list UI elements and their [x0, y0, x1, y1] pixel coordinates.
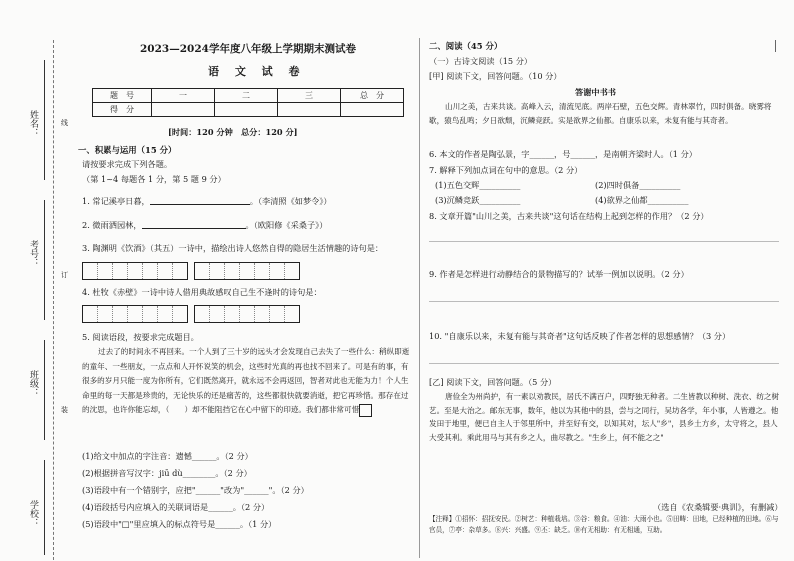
score-cell[interactable]: [278, 103, 341, 117]
question-6: 6. 本文的作者是陶弘景，字______，号______，是南朝齐梁时人。（1 分）: [429, 149, 697, 159]
punctuation-box[interactable]: [359, 404, 372, 417]
question-3: 3. 陶渊明《饮酒》（其五）一诗中，描绘出诗人悠然自得的隐居生活情趣的诗句是：: [82, 243, 384, 253]
score-cell[interactable]: [215, 103, 278, 117]
yi-passage: 唐俭全为州尚护，有一素以劝教民，居氏不满百户，四野独无种者。二生皆教以种树、洗衣、纺之树艺。至是大治之。邮东无事，数年，他以为其他中的县，尝与之同行，吴坊各学，年小事，人皆遵之。他发田于地里，便已自主人于邻里所中，并至好有交，以知其对，坛人"乡"，县乡土方乡，太守将之，县人大受其利。乘此用马与其有乡之人，曲尽教之。"生乡上，何不能之之": [429, 392, 780, 442]
name-label: 姓名：: [28, 110, 38, 137]
time-note: [时间：120 分钟 总分：120 分]: [168, 127, 298, 137]
school-label: 学校：: [28, 500, 38, 527]
right-column: [425, 0, 785, 561]
question-10: 10. "自康乐以来，未复有能与其奇者"这句话反映了作者怎样的思想感情？（3 分）: [429, 331, 731, 341]
q3-answer-grid-2[interactable]: [194, 262, 300, 280]
score-header-cell: 三: [278, 89, 341, 103]
yi-source: （选自《农桑辑要·典训》，有删减）: [653, 502, 783, 512]
column-divider: [419, 38, 420, 558]
section-1-heading: 一、积累与运用（15 分）: [78, 145, 177, 155]
q4-answer-grid-1[interactable]: [82, 305, 188, 323]
score-table: [92, 88, 404, 117]
q2-answer-blank[interactable]: [142, 220, 246, 229]
score-cell[interactable]: [341, 103, 404, 117]
question-7-2: (2)四时俱备__________: [595, 180, 681, 190]
score-header-cell: 题 号: [93, 89, 152, 103]
yi-instruction: [乙] 阅读下文，回答问题。（5 分）: [429, 377, 557, 387]
annotations: 【注释】①招怀：招抚安民。②树艺：种植栽培。③谷：粮食。④油：大雨小也。⑤田畴：田地，已经种植的田地。⑥与官员，⑦亭：杂草多。⑧兴：兴盛。⑨丕：缺乏。⑩有无相助：有无相通，互助。: [429, 515, 779, 534]
reading-passage: [82, 345, 416, 445]
binding-mark-zhuang: 装: [61, 406, 68, 414]
school-field-line: [44, 460, 46, 555]
sub-question-5: (5)语段中"□"里应填入的标点符号是______。（1 分）: [82, 519, 277, 529]
q3-answer-grid-1[interactable]: [82, 262, 188, 280]
exam-no-label: 考号：: [28, 240, 38, 267]
question-4: 4. 杜牧《赤壁》一诗中诗人借用典故感叹自己生不逢时的诗句是：: [82, 287, 322, 297]
q1-suffix: 。（李清照《如梦令》）: [249, 195, 332, 206]
binding-mark-ding: 订: [61, 271, 68, 279]
score-note: （第 1~4 每题各 1 分，第 5 题 9 分）: [82, 174, 226, 184]
sub-question-3: (3)语段中有一个错别字，应把"______"改为"______"。（2 分）: [82, 485, 309, 495]
q10-answer-line[interactable]: [429, 362, 779, 364]
sub-question-1: (1)给文中加点的字注音：遗憾______。（2 分）: [82, 451, 253, 461]
passage-text: 过去了的时间永不再回来。一个人到了三十岁的远头才会发现自己去失了一些什么：稍纵即逝的童年、一些朋友，一点点和人开怀说笑的机会，这些时光真的再也找不回来了。可是有的事，有很多的岁月只能一度为你所有，它们既然离开，就永远不会再返回，智者对此也无能为力！个人生命里的每一天都是珍贵的，无论快乐的还是痛苦的，这些都很快就要消逝，把它再珍惜。那存在过的沈思，也许你能忘却，（ ）却不能阻挡它在心中留下的印迹。我们都非常可惜: [82, 347, 410, 414]
question-7-3: (3)沉鳞竞跃__________: [435, 195, 521, 205]
q9-answer-line[interactable]: [429, 300, 779, 302]
class-label: 班级：: [28, 370, 38, 397]
jia-instruction: [甲] 阅读下文，回答问题。（10 分）: [429, 71, 562, 81]
q1-prefix: 1. 常记溪亭日暮，: [82, 195, 150, 206]
binding-mark-line: 线: [61, 119, 68, 127]
score-cell[interactable]: [152, 103, 215, 117]
name-field-line: [44, 60, 46, 180]
subsection-a-heading: （一）古诗文阅读（15 分）: [429, 56, 533, 66]
question-8: 8. 文章开篇"山川之美，古来共谈"这句话在结构上起到怎样的作用？（2 分）: [429, 211, 709, 221]
score-row-label: 得 分: [93, 103, 152, 117]
q8-answer-line[interactable]: [429, 240, 779, 242]
class-field-line: [44, 340, 46, 440]
sub-question-4: (4)语段括号内应填入的关联词语是______。（2 分）: [82, 502, 270, 512]
question-5: 5. 阅读语段，按要求完成题目。: [82, 332, 199, 342]
question-9: 9. 作者是怎样进行动静结合的景物描写的？试举一例加以说明。（2 分）: [429, 269, 689, 279]
jia-passage: 山川之美，古来共谈。高峰入云，清流见底。两岸石壁，五色交辉。青林翠竹，四时俱备。晓雾将歇，猿鸟乱鸣；夕日欲颓，沉鳞竞跃。实是欲界之仙都。自康乐以来，未复有能与其奇者。: [429, 102, 772, 125]
question-7: 7. 解释下列加点词在句中的意思。（2 分）: [429, 165, 583, 175]
binding-strip: [0, 0, 70, 561]
score-header-cell: 一: [152, 89, 215, 103]
q4-answer-grid-2[interactable]: [194, 305, 300, 323]
exam-no-field-line: [44, 200, 46, 320]
subject-title: 语 文 试 卷: [208, 65, 306, 78]
score-header-cell: 总 分: [341, 89, 404, 103]
q2-prefix: 2. 微雨洒园林，: [82, 219, 142, 230]
sub-question-2: (2)根据拼音写汉字：jiū dù________。（2 分）: [82, 468, 252, 478]
jia-passage-title: 答谢中书书: [575, 87, 616, 97]
question-7-1: (1)五色交辉__________: [435, 180, 521, 190]
q2-suffix: 。（欧阳修《采桑子》）: [245, 219, 328, 230]
binding-dashed-line: [53, 40, 55, 560]
score-header-cell: 二: [215, 89, 278, 103]
instruction: 请按要求完成下列各题。: [82, 159, 173, 169]
exam-title: 2023—2024学年度八年级上学期期末测试卷: [140, 43, 356, 55]
question-1: [82, 196, 332, 205]
section-2-heading: 二、阅读（45 分）: [429, 41, 503, 51]
question-2: [82, 220, 327, 229]
left-column: [78, 0, 418, 561]
q1-answer-blank[interactable]: [150, 196, 250, 205]
question-7-4: (4)欲界之仙都__________: [595, 195, 689, 205]
